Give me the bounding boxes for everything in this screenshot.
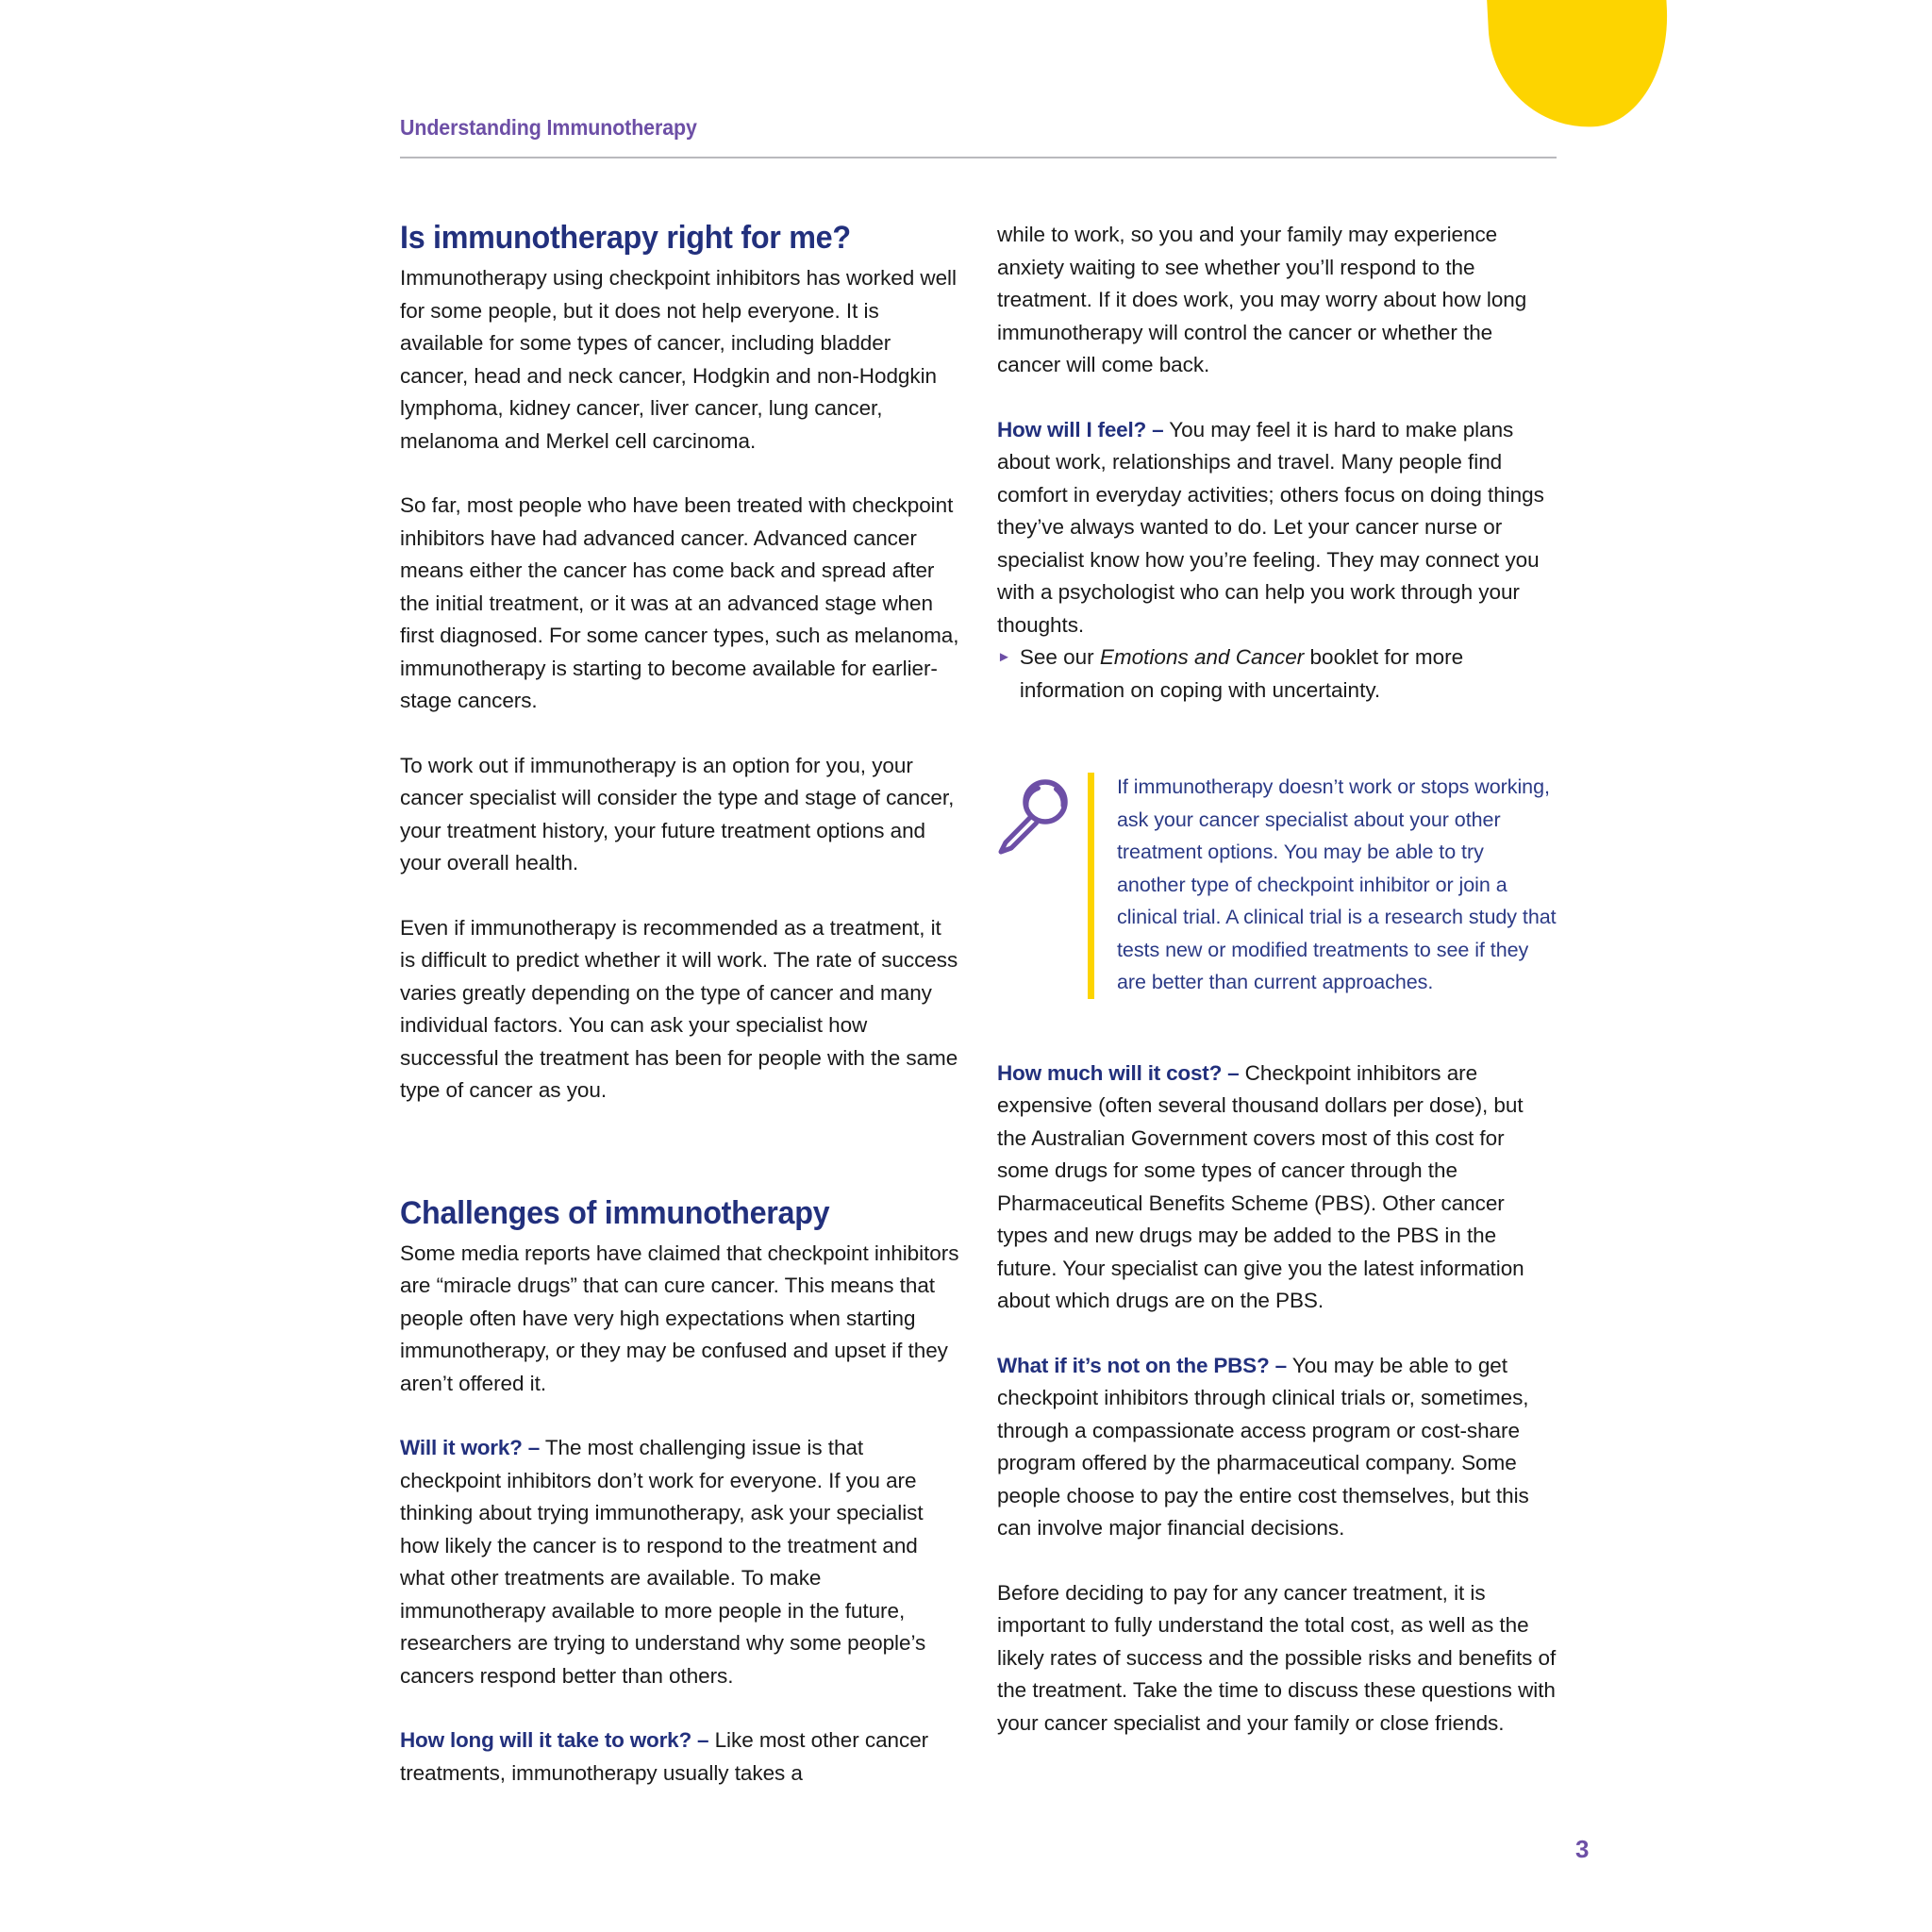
- callout-accent-bar: [1088, 773, 1094, 999]
- runin-how-will-i-feel: How will I feel? –: [997, 417, 1164, 441]
- page-number: 3: [1575, 1835, 1590, 1863]
- paragraph-will-it-work: [400, 1432, 959, 1692]
- paragraph-before-deciding-to-pay: Before deciding to pay for any cancer treatment, it is important to fully understand the total cost, as well as the likely rates of success and the possible risks and benefits of the treatment. Take the time to discuss these questions with your cancer specialist and your family or close friends.: [997, 1580, 1557, 1735]
- magnifying-glass-icon: [997, 769, 1088, 862]
- triangle-right-icon: ►: [997, 649, 1011, 665]
- runin-will-it-work: Will it work? –: [400, 1436, 541, 1460]
- section-heading-is-immunotherapy-right-for-me: Is immunotherapy right for me?: [400, 220, 851, 256]
- paragraph-predicting-success: Even if immunotherapy is recommended as a treatment, it is difficult to predict whether it will work. The rate of success varies greatly depending on the type of cancer and many individual factors. You can ask your specialist how successful the treatment has been for people with the same type of cancer as you.: [400, 915, 958, 1103]
- runin-body-how-much-will-it-cost: Checkpoint inhibitors are expensive (often several thousand dollars per dose), but the Australian Government covers most of this cost for some drugs for some types of cancer through the Pharmaceutical Benefits Scheme (PBS). Other cancer types and new drugs may be added to the PBS in the future. Your specialist can give you the latest information about which drugs are on the PBS.: [997, 1060, 1524, 1312]
- paragraph-what-if-not-on-pbs: [997, 1350, 1557, 1545]
- header-divider: [400, 157, 1557, 158]
- runin-how-much-will-it-cost: How much will it cost? –: [997, 1060, 1240, 1085]
- cross-reference-text: [1020, 641, 1557, 707]
- two-column-body: [400, 219, 1557, 1790]
- paragraph-how-long-will-it-take: [400, 1724, 959, 1790]
- runin-body-how-long-will-it-take: Like most other cancer treatments, immunotherapy usually takes a: [400, 1728, 929, 1785]
- left-column: [400, 219, 959, 1790]
- runin-what-if-not-on-pbs: What if it’s not on the PBS? –: [997, 1353, 1287, 1377]
- tip-callout-box: [997, 769, 1557, 999]
- paragraph-media-reports: Some media reports have claimed that checkpoint inhibitors are “miracle drugs” that can cure cancer. This means that people often have very high expectations when starting immunotherapy, or they may be confused and upset if they aren’t offered it.: [400, 1241, 959, 1395]
- cross-reference-suffix: booklet for more information on coping with uncertainty.: [1019, 645, 1464, 702]
- paragraph-advanced-cancer: So far, most people who have been treated with checkpoint inhibitors have had advanced cancer. Advanced cancer means either the cancer has come back and spread after the initial treatment, or it was at an advanced stage when first diagnosed. For some cancer types, such as melanoma, immunotherapy is starting to become available for earlier-stage cancers.: [400, 493, 959, 713]
- paragraph-how-much-will-it-cost: [997, 1058, 1557, 1318]
- runin-body-how-will-i-feel: You may feel it is hard to make plans about work, relationships and travel. Many people find comfort in everyday activities; others focus on doing things they’ve always wanted to do. Let your cancer nurse or specialist know how you’re feeling. They may connect you with a psychologist who can help you work through your thoughts.: [997, 417, 1544, 637]
- cross-reference-prefix: See our: [1019, 645, 1100, 669]
- right-column: [997, 219, 1557, 1790]
- header-title: Understanding Immunotherapy: [400, 115, 697, 140]
- paragraph-how-will-i-feel: [997, 414, 1557, 642]
- paragraph-continuation-while-to-work: while to work, so you and your family may experience anxiety waiting to see whether you’ll respond to the treatment. If it does work, you may worry about how long immunotherapy will control the cancer or whether the cancer will come back.: [997, 223, 1527, 376]
- yellow-blob-decoration: [1484, 0, 1673, 132]
- running-header: [400, 115, 1557, 158]
- paragraph-working-out-option: To work out if immunotherapy is an option for you, your cancer specialist will consider the type and stage of cancer, your treatment history, your future treatment options and your overall health.: [400, 753, 955, 875]
- section-heading-challenges-of-immunotherapy: Challenges of immunotherapy: [400, 1194, 830, 1231]
- callout-text: If immunotherapy doesn’t work or stops working, ask your cancer specialist about your other treatment options. You may be able to try another type of checkpoint inhibitor or join a clinical trial. A clinical trial is a research study that tests new or modified treatments to see if they are better than current approaches.: [1117, 775, 1557, 993]
- cross-reference-emotions-and-cancer: [997, 641, 1557, 707]
- booklet-title: Emotions and Cancer: [1099, 645, 1305, 669]
- runin-body-will-it-work: The most challenging issue is that checkpoint inhibitors don’t work for everyone. If you are thinking about trying immunotherapy, ask your specialist how likely the cancer is to respond to the treatment and what other treatments are available. To make immunotherapy available to more people in the future, researchers are trying to understand why some people’s cancers respond better than others.: [400, 1436, 926, 1688]
- runin-body-what-if-not-on-pbs: You may be able to get checkpoint inhibitors through clinical trials or, sometimes, through a compassionate access program or cost-share program offered by the pharmaceutical company. Some people choose to pay the entire cost themselves, but this can involve major financial decisions.: [997, 1353, 1529, 1540]
- runin-how-long-will-it-take: How long will it take to work? –: [400, 1728, 709, 1753]
- paragraph-availability: Immunotherapy using checkpoint inhibitors has worked well for some people, but it does not help everyone. It is available for some types of cancer, including bladder cancer, head and neck cancer, Hodgkin and non-Hodgkin lymphoma, kidney cancer, liver cancer, lung cancer, melanoma and Merkel cell carcinoma.: [400, 266, 957, 453]
